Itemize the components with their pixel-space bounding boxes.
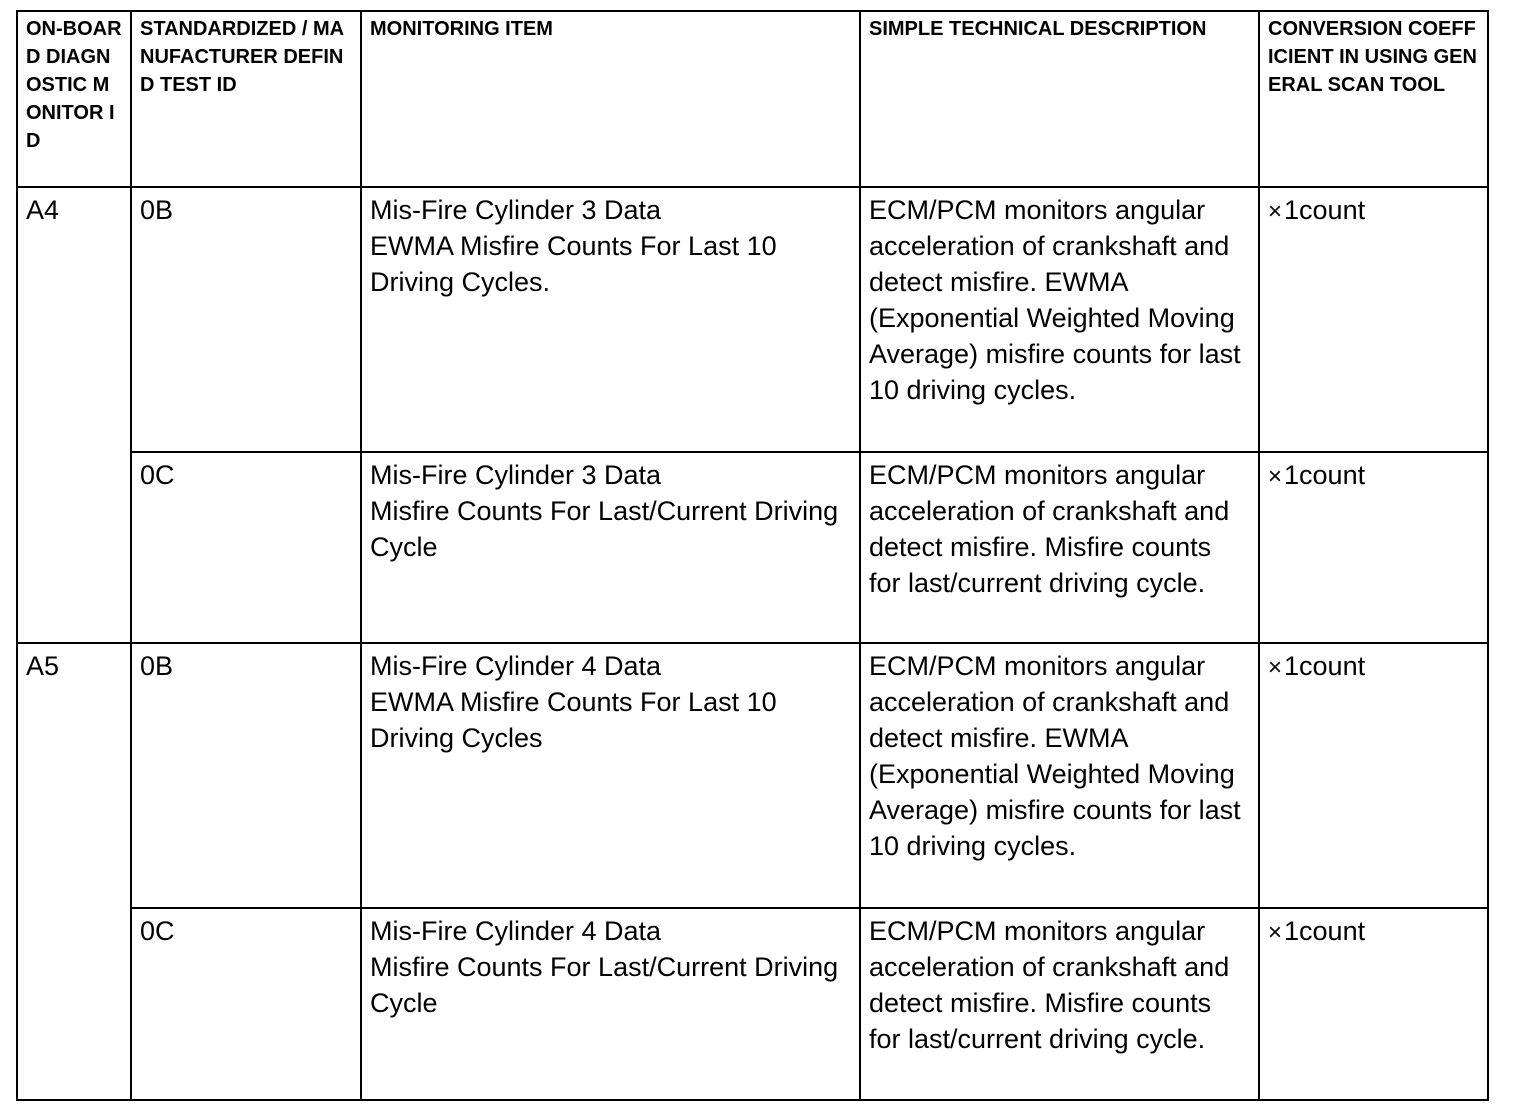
header-conversion: CONVERSION COEFFICIENT IN USING GENERAL SCAN TOOL: [1259, 11, 1488, 187]
header-test-id: STANDARDIZED / MANUFACTURER DEFIND TEST ID: [131, 11, 361, 187]
item-title: Mis-Fire Cylinder 4 Data: [370, 651, 662, 682]
item-title: Mis-Fire Cylinder 3 Data: [370, 459, 662, 490]
description-cell: ECM/PCM monitors angular acceleration of crankshaft and detect misfire. Misfire counts for last/current driving cycle.: [860, 908, 1259, 1100]
multiply-symbol: ×: [1268, 198, 1283, 225]
table-row: [17, 643, 1488, 908]
conversion-value: 1count: [1284, 459, 1366, 490]
test-id-cell: 0C: [131, 908, 361, 1100]
monitoring-item-cell: [361, 908, 860, 1100]
test-id-cell: 0B: [131, 187, 361, 452]
item-detail: EWMA Misfire Counts For Last 10 Driving Cycles.: [370, 231, 777, 297]
description-cell: ECM/PCM monitors angular acceleration of crankshaft and detect misfire. Misfire counts for last/current driving cycle.: [860, 452, 1259, 644]
conversion-value: 1count: [1284, 916, 1366, 947]
obd-monitor-table: [16, 10, 1489, 1101]
item-detail: Misfire Counts For Last/Current Driving Cycle: [370, 952, 839, 1019]
multiply-symbol: ×: [1268, 462, 1283, 490]
header-monitor-id: ON-BOARD DIAGNOSTIC MONITOR ID: [17, 11, 131, 187]
conversion-cell: [1259, 643, 1488, 908]
monitoring-item-cell: [361, 643, 860, 908]
table-row: [17, 908, 1488, 1100]
description-cell: ECM/PCM monitors angular acceleration of crankshaft and detect misfire. EWMA (Exponential Weighted Moving Average) misfire counts for last 10 driving cycles.: [860, 643, 1259, 908]
description-cell: ECM/PCM monitors angular acceleration of crankshaft and detect misfire. EWMA (Exponential Weighted Moving Average) misfire counts for last 10 driving cycles.: [860, 187, 1259, 452]
item-detail: EWMA Misfire Counts For Last 10 Driving Cycles: [370, 687, 777, 754]
item-title: Mis-Fire Cylinder 4 Data: [370, 916, 662, 947]
header-description: SIMPLE TECHNICAL DESCRIPTION: [860, 11, 1259, 187]
conversion-cell: [1259, 452, 1488, 644]
conversion-cell: [1259, 908, 1488, 1100]
header-monitoring-item: MONITORING ITEM: [361, 11, 860, 187]
monitoring-item-cell: [361, 452, 860, 644]
conversion-value: 1count: [1284, 651, 1366, 682]
monitor-id-cell: A4: [17, 187, 131, 643]
conversion-cell: [1259, 187, 1488, 452]
table-row: [17, 452, 1488, 644]
item-title: Mis-Fire Cylinder 3 Data: [370, 195, 662, 225]
multiply-symbol: ×: [1268, 919, 1283, 947]
multiply-symbol: ×: [1268, 654, 1283, 682]
monitoring-item-cell: [361, 187, 860, 452]
table-row: [17, 187, 1488, 452]
item-detail: Misfire Counts For Last/Current Driving Cycle: [370, 495, 839, 562]
header-row: [17, 11, 1488, 187]
conversion-value: 1count: [1284, 195, 1366, 225]
monitor-id-cell: A5: [17, 643, 131, 1100]
test-id-cell: 0B: [131, 643, 361, 908]
test-id-cell: 0C: [131, 452, 361, 644]
